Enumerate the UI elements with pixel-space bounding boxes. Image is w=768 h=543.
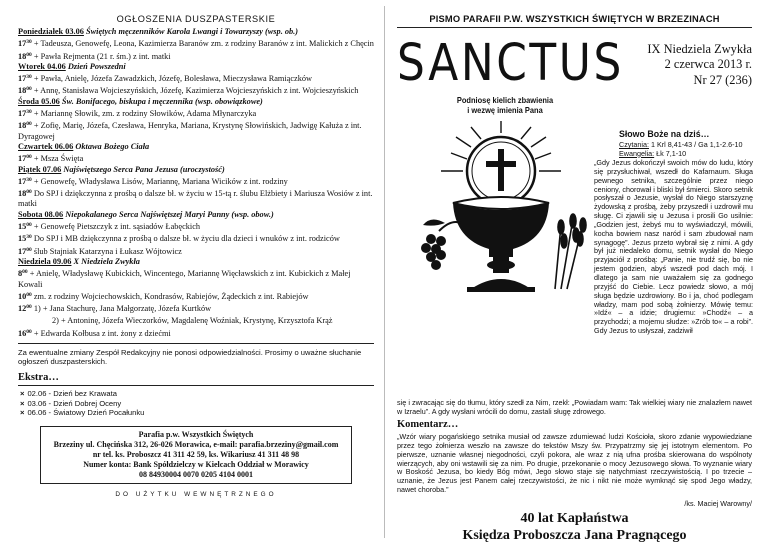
day-block: [18, 97, 374, 142]
mass-intention: [18, 327, 374, 339]
day-heading: [18, 62, 374, 72]
mass-intention: [18, 232, 374, 244]
mass-text: + Anielę, Władysławę Kubickich, Wincentego, Mariannę Więcławskich z int. Kubickich z Małej Kowali: [18, 269, 351, 289]
word-of-god-title: Słowo Boże na dziś…: [619, 129, 710, 139]
mass-hour: 17: [18, 39, 27, 49]
issue-number: Nr 27 (236): [693, 72, 752, 87]
reading-text: 1 Krl 8,41-43 / Ga 1,1-2.6-10: [650, 140, 743, 149]
mass-time: [18, 109, 32, 118]
reading-label: Czytania:: [619, 140, 649, 149]
jubilee-line-1: 40 lat Kapłaństwa: [520, 511, 629, 526]
mass-text: + Zofię, Marię, Józefa, Czesława, Henryka, Mariana, Krystynę Słowińskich, Jadwigę Kałuża z int. Dyragowej: [18, 121, 362, 141]
mass-minutes: 00: [26, 246, 32, 253]
announcements-title: OGŁOSZENIA DUSZPASTERSKIE: [116, 14, 276, 24]
column-divider: [384, 6, 385, 538]
mass-text: + Annę, Stanisława Wojcieszyńskich, Józefę, Kazimierza Wojcieszyńskich z int. Wojcieszyńskich: [31, 86, 359, 96]
ekstra-item: [18, 389, 374, 398]
mass-intention: [18, 152, 374, 164]
mass-intention: [18, 175, 374, 187]
day-date: Piątek 07.06: [18, 164, 62, 174]
day-feast: Najświętszego Serca Pana Jezusa (uroczystość): [63, 164, 225, 174]
mass-time: [18, 154, 32, 163]
mass-text: ślub Stajniak Katarzyna i Łukasz Wójtowicz: [31, 246, 182, 256]
day-feast: Świętych męczenników Karola Lwangi i Towarzyszy (wsp. ob.): [86, 27, 298, 36]
mass-hour: 17: [18, 246, 27, 256]
mass-minutes: 30: [26, 39, 32, 46]
issue-info: [647, 42, 752, 88]
announcements-list: [18, 27, 374, 339]
mass-time: [18, 177, 32, 186]
ekstra-text: 03.06 - Dzień Dobrej Oceny: [27, 398, 122, 408]
mass-minutes: 30: [26, 176, 32, 183]
parish-phones: nr tel. ks. Proboszcz 41 311 42 59, ks. Wikariusz 41 311 48 98: [92, 449, 300, 459]
mass-text: Do SPJ i MB dziękczynna z prośbą o dalsze bł. w życiu dla dzieci i wnuków z int. rodziców: [31, 234, 340, 244]
mass-minutes: 00: [26, 51, 32, 58]
mass-text: + Edwarda Kołbusa z int. żony z dziećmi: [31, 328, 171, 338]
gospel-ref: Łk 7,1-10: [656, 148, 687, 158]
day-block: [18, 165, 374, 210]
mass-time: [18, 292, 32, 301]
divider: [18, 385, 374, 386]
mass-intention: [18, 245, 374, 257]
gospel-text-end: się i zwracając się do tłumu, który szedł za Nim, rzekł: „Powiadam wam: Tak wielkiej wiary nie znalazłem nawet w Izraelu”. A gdy wysłani wrócili do domu, zastali sługę zdrowego.: [397, 398, 752, 416]
mass-hour: 18: [18, 189, 27, 199]
mass-minutes: 30: [26, 74, 32, 81]
day-block: [18, 27, 374, 62]
mass-intention: [18, 37, 374, 49]
mass-hour: 18: [18, 51, 27, 61]
mass-hour: 16: [18, 328, 27, 338]
gospel-label: Ewangelia:: [619, 148, 655, 158]
mass-minutes: 00: [22, 269, 28, 276]
mass-intention: [18, 50, 374, 62]
mass-hour: 17: [18, 74, 27, 84]
ekstra-list: [18, 389, 374, 417]
mass-hour: 18: [18, 86, 27, 96]
mass-minutes: 30: [26, 234, 32, 241]
day-heading: [18, 165, 374, 175]
day-date: Poniedziałek 03.06: [18, 27, 84, 36]
mass-intention: [18, 107, 374, 119]
mass-intention: [18, 72, 374, 84]
ekstra-item: [18, 399, 374, 408]
day-date: Niedziela 09.06: [18, 256, 72, 266]
mass-time: [18, 269, 28, 278]
mass-hour: 10: [18, 291, 27, 301]
mass-text: zm. z rodziny Wojciechowskich, Kondrasów, Rabiejów, Żądeckich z int. Rabiejów: [31, 291, 309, 301]
mass-hour: 8: [18, 269, 23, 279]
jubilee-line-2: Księdza Proboszcza Jana Pragnącego: [462, 528, 687, 543]
commentary-text: „Wzór wiary pogańskiego setnika musiał od zawsze zdumiewać ludzi Kościoła, skoro zdanie wypowiedziane przez tego żołnierza weszło na zawsze do tekstów Mszy św. Przypatrzmy się jej istotnym elementom. Po pierwsze, uznanie własnej niegodności, czyli pokora, ale wraz z nią ufna prośba skierowana do wspólnoty wierzących, aby oni wstawili się za nim. Po drugie, przekonanie o mocy Jezusowego słowa. To wyznanie wiary w Boskość Jezusa, bo kiedy Bóg mówi, Jego słowo staje się natychmiast rzeczywistością. I po trzecie – uznanie, że Jezus jest Panem całej rzeczywistości, że nic i nikt nie może wymknąć się spod Jego władzy, nawet choroba.”: [397, 432, 752, 495]
editorial-note: Za ewentualne zmiany Zespół Redakcyjny nie ponosi odpowiedzialności. Prosimy o uważne słuchanie ogłoszeń duszpasterskich.: [18, 348, 362, 367]
mass-minutes: 00: [26, 328, 32, 335]
mass-time: [18, 247, 32, 256]
mass-text: 1) + Jana Stachurę, Jana Małgorzatę, Józefa Kurtków: [31, 304, 212, 314]
mass-text: + Genowefę, Władysława Lisów, Mariannę, Mariana Wicików z int. rodziny: [31, 176, 288, 186]
mass-minutes: 30: [26, 109, 32, 116]
mass-hour: 15: [18, 222, 27, 232]
mass-time: [18, 329, 32, 338]
issue-date: 2 czerwca 2013 r.: [664, 57, 752, 72]
chalice-host-icon: [401, 119, 601, 299]
day-date: Wtorek 04.06: [18, 61, 66, 71]
day-block: [18, 210, 374, 257]
sanctus-column: [397, 14, 753, 543]
mass-intention: [18, 290, 374, 302]
mass-minutes: 00: [26, 222, 32, 229]
mass-minutes: 00: [26, 86, 32, 93]
mass-minutes: 00: [26, 121, 32, 128]
cross-bullet-icon: ×: [20, 398, 25, 408]
readings: [619, 141, 753, 159]
mass-hour: 17: [18, 154, 27, 164]
mass-text: + Msza Święta: [31, 154, 84, 164]
mass-time: [18, 86, 32, 95]
mass-hour: 18: [18, 121, 27, 131]
mass-text: + Mariannę Słowik, zm. z rodziny Słowików, Adama Młynarczyka: [31, 109, 257, 119]
day-block: [18, 257, 374, 339]
cross-bullet-icon: ×: [20, 408, 25, 418]
jubilee-heading: [397, 510, 752, 543]
gospel-text: „Gdy Jezus dokończył swoich mów do ludu, który się przysłuchiwał, wszedł do Kafarnaum. Sługa pewnego setnika, szczególnie przez niego ceniony, chorował i bliski był śmierci. Skoro setnik posłyszał o Jezusie, wysłał do Niego starszyznę żydowską z prośbą, żeby przyszedł i uzdrowił mu sługę. Ci zjawili się u Jezusa i prosili Go usilnie: „Godzien jest, żebyś mu to wyświadczył, mówili, kocha bowiem nasz naród i sam zbudował nam synagogę”. Jezus przeto wybrał się z nimi. A gdy był już niedaleko domu, setnik wysłał do Niego przyjaciół z prośbą: „Panie, nie trudź się, bo nie jestem godzien, abyś wszedł pod dach mój. I dlatego ja sam nie uważałem się za godnego przyjść do Ciebie. Lecz powiedz słowo, a mój sługa będzie uzdrowiony. Bo i ja, choć podlegam władzy, mam pod sobą żołnierzy. Mówię temu: »Idź« – a idzie; drugiemu: »Chodź« – a przychodzi; a mojemu słudze: »Zrób to« – a robi”. Gdy Jezus to usłyszał, zadziwił: [594, 158, 753, 336]
mass-time: [18, 234, 32, 243]
parish-account: 08 84930004 0070 0205 4104 0001: [139, 469, 253, 479]
mass-time: [18, 222, 32, 231]
day-feast: Niepokalanego Serca Najświętszej Maryi Panny (wsp. obow.): [65, 209, 274, 219]
ekstra-item: [18, 408, 374, 417]
mass-minutes: 00: [26, 189, 32, 196]
mass-hour: 15: [18, 234, 27, 244]
day-date: Środa 05.06: [18, 96, 60, 106]
mass-text: + Genowefę Pietszczyk z int. sąsiadów Łabęckich: [31, 222, 201, 232]
motto-line-1: Podniosę kielich zbawienia: [456, 95, 554, 105]
day-heading: [18, 142, 374, 152]
internal-use-footer: DO UŻYTKU WEWNĘTRZNEGO: [115, 490, 277, 498]
announcements-column: [18, 14, 374, 498]
mass-text: Do SPJ i dziękczynna z prośbą o dalsze bł. w życiu w 15-tą r. ślubu Elżbiety i Mariusza Wosiów z int. matki: [18, 189, 373, 209]
mass-minutes: 00: [26, 291, 32, 298]
divider: [397, 27, 752, 28]
mass-intention: [18, 119, 374, 142]
mass-minutes: 00: [26, 154, 32, 161]
issue-sunday: IX Niedziela Zwykła: [647, 42, 752, 56]
parish-bank: Numer konta: Bank Spółdzielczy w Kielcach Oddział w Morawicy: [83, 459, 309, 469]
day-feast: Św. Bonifacego, biskupa i męczennika (wsp. obowiązkowe): [61, 96, 263, 106]
mass-hour: 12: [18, 304, 27, 314]
mass-time: [18, 74, 32, 83]
mass-time: [18, 39, 32, 48]
mass-time: [18, 121, 32, 130]
day-feast: Oktawa Bożego Ciała: [75, 141, 150, 151]
day-feast: Dzień Powszedni: [67, 61, 126, 71]
ekstra-text: 02.06 - Dzień bez Krawata: [27, 389, 117, 399]
mass-intention: [18, 302, 374, 314]
cross-bullet-icon: ×: [20, 389, 25, 399]
mass-text: + Pawła Rejmenta (21 r. śm.) z int. matki: [31, 51, 171, 61]
day-heading: [18, 97, 374, 107]
commentary-title: Komentarz…: [397, 419, 459, 430]
divider: [18, 343, 374, 344]
mass-intention: [18, 267, 374, 290]
mass-intention: [18, 84, 374, 96]
day-block: [18, 142, 374, 165]
chalice-motto: [451, 95, 559, 116]
commentary-signature: /ks. Maciej Warowny/: [684, 499, 752, 508]
motto-line-2: i wezwę imienia Pana: [467, 105, 543, 116]
parish-address: Brzeziny ul. Chęcińska 312, 26-026 Morawica, e-mail: parafia.brzeziny@gmail.com: [53, 439, 339, 449]
sanctus-logo: SANCTUS: [397, 34, 624, 93]
mass-text: + Pawła, Anielę, Józefa Zawadzkich, Józefę, Bolesława, Mieczysława Ramiączków: [31, 74, 313, 84]
mass-time: [18, 304, 32, 313]
mass-intention: [18, 187, 374, 210]
mass-intention: [18, 314, 374, 326]
mass-hour: 17: [18, 109, 27, 119]
mass-intention: [18, 220, 374, 232]
day-date: Czwartek 06.06: [18, 141, 74, 151]
mass-hour: 17: [18, 176, 27, 186]
ekstra-title: Ekstra…: [18, 372, 59, 384]
masthead-title: PISMO PARAFII P.W. WSZYSTKICH ŚWIĘTYCH W BRZEZINACH: [429, 14, 720, 24]
day-feast: X Niedziela Zwykła: [73, 256, 140, 266]
day-date: Sobota 08.06: [18, 209, 64, 219]
mass-text: + Tadeusza, Genowefę, Leona, Kazimierza Baranów zm. z rodziny Baranów z int. Malickich z Chęcin: [31, 39, 374, 49]
day-heading: [18, 257, 374, 267]
day-block: [18, 62, 374, 97]
mass-time: [18, 52, 32, 61]
parish-contact-box: [40, 426, 352, 484]
mass-minutes: 00: [26, 304, 32, 311]
mass-text: 2) + Antoninę, Józefa Wieczorków, Magdalenę Woźniak, Krystynę, Krzysztofa Krąż: [52, 316, 333, 326]
day-heading: [18, 210, 374, 220]
mass-time: [18, 189, 32, 198]
ekstra-text: 06.06 - Światowy Dzień Pocałunku: [27, 408, 145, 418]
parish-name: Parafia p.w. Wszystkich Świętych: [138, 429, 254, 439]
day-heading: [18, 27, 374, 37]
